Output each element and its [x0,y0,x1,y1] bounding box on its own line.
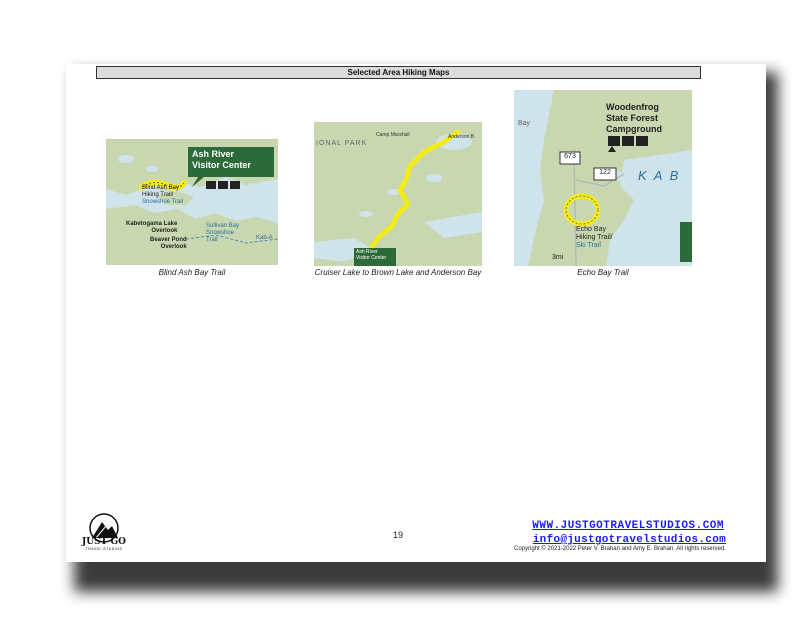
label-sullivan-line3: Trail [206,237,218,243]
map-cruiser-lake [314,122,482,266]
caption-blind-ash-bay: Blind Ash Bay Trail [158,268,226,277]
email-link[interactable]: info@justgotravelstudios.com [532,534,726,546]
label-visitor-center-2 [356,249,386,261]
label-echo-trail-line2: Hiking Trail/ [576,234,613,241]
label-trail-line2: Hiking Trail/ [142,192,174,198]
document-page [66,64,766,562]
label-campground-line1: Woodenfrog [606,102,659,112]
label-anderson: Anderson B [448,134,475,140]
label-kab: Kab-A [256,235,273,241]
copyright-text: Copyright © 2021-2022 Peter V. Brahan and Amy E. Brahan. All rights reserved. [514,546,726,552]
label-scale: 3mi [552,254,564,261]
caption-cruiser-lake: Cruiser Lake to Brown Lake and Anderson Bay [314,268,482,277]
label-sullivan-bay [206,223,239,244]
just-go-logo [76,512,132,552]
map-blind-ash-bay [106,139,278,265]
label-sullivan-line1: Sullivan Bay [206,223,240,229]
label-beaver-pond-overlook [150,237,187,251]
label-camp-marshall: Camp Marshall [376,132,410,138]
label-visitor-center-line1: Ash River [192,149,235,159]
logo-subtext: TRAVEL STUDIOS [85,547,123,551]
label-echo-trail-line1: Echo Bay [576,226,606,233]
label-route-122: 122 [599,169,611,176]
label-lake-kab: K A B [638,168,681,183]
label-visitor-center-line2: Visitor Center [192,160,251,170]
label-campground [606,102,662,135]
label-overlook2-line1: Beaver Pond [150,237,187,243]
label-campground-line3: Campground [606,124,662,134]
page-number: 19 [392,530,403,540]
label-echo-bay-trail [576,226,613,250]
website-link[interactable]: WWW.JUSTGOTRAVELSTUDIOS.COM [532,520,724,532]
label-blind-ash-trail [142,185,183,206]
map-echo-bay [514,90,692,266]
logo-text: JUST GO [82,537,126,547]
label-trail-line1: Blind Ash Bay [142,185,180,191]
label-visitor2-line1: Ash River [356,249,378,255]
label-kabetogama-overlook [126,221,177,235]
label-route-673: 673 [564,153,576,160]
label-overlook1-line1: Kabetogama Lake [126,221,178,227]
label-overlook1-line2: Overlook [151,228,178,234]
label-sullivan-line2: Snowshoe [206,230,235,236]
label-park: IONAL PARK [316,140,368,147]
label-visitor2-line2: Visitor Center [356,255,387,261]
label-visitor-center [192,149,272,171]
label-campground-line2: State Forest [606,113,659,123]
label-echo-trail-line3: Ski Trail [576,242,601,249]
label-overlook2-line2: Overlook [160,244,187,250]
section-header: Selected Area Hiking Maps [96,66,701,79]
label-bay: Bay [518,120,531,127]
caption-echo-bay: Echo Bay Trail [577,268,629,277]
label-trail-line3: Snowshoe Trail [142,199,184,205]
